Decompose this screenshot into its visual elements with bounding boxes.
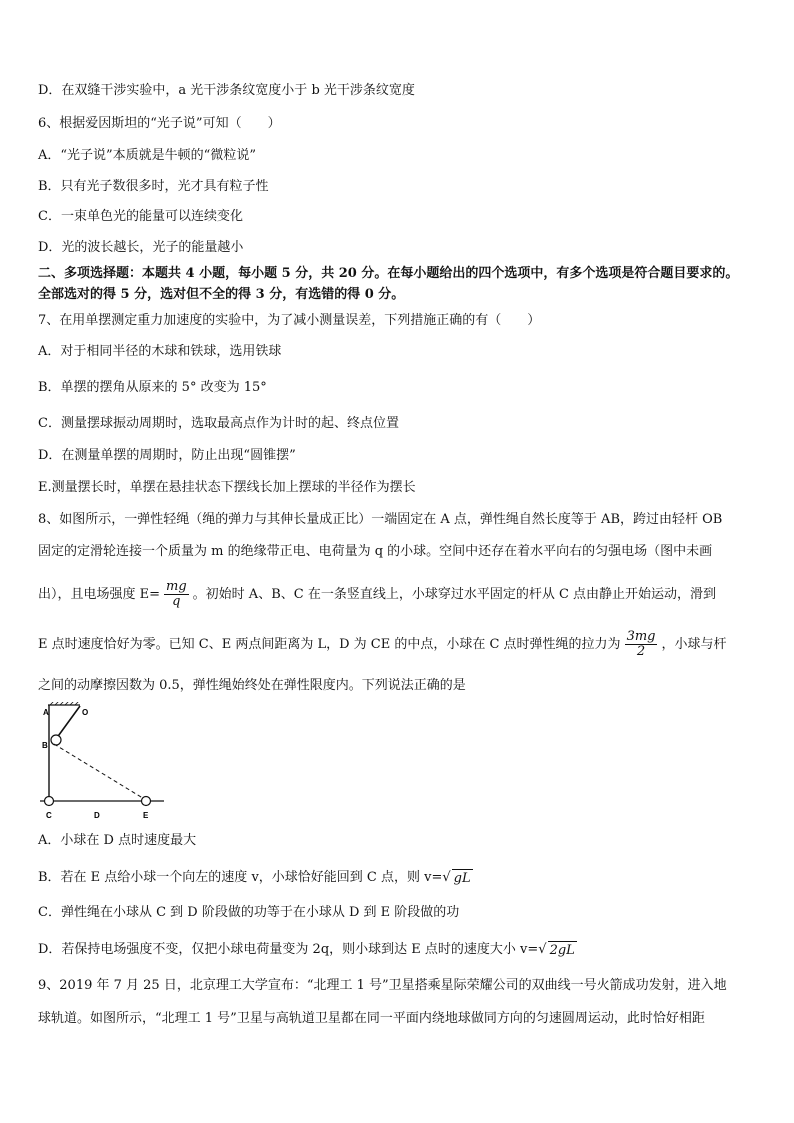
question-8-line-3-end: 。初始时 A、B、C 在一条竖直线上，小球穿过水平固定的杆从 C 点由静止开始运动，滑到 [192,587,717,602]
fraction-numerator: mg [166,579,187,594]
option-7d: D．在测量单摆的周期时，防止出现“圆锥摆” [38,448,296,463]
question-8-line-4-start: E 点时速度恰好为零。已知 C、E 两点间距离为 L，D 为 CE 的中点，小球在 C 点时弹性绳的拉力为 [38,637,621,652]
question-8-line-5: 之间的动摩擦因数为 0.5，弹性绳始终处在弹性限度内。下列说法正确的是 [38,678,466,693]
question-8-line-4-end: ，小球与杆 [661,637,727,652]
option-7b: B．单摆的摆角从原来的 5° 改变为 15° [38,380,267,395]
question-9-line-1: 9、2019 年 7 月 25 日，北京理工大学宣布：“北理工 1 号”卫星搭乘星际荣耀公司的双曲线一号火箭成功发射，进入地 [38,978,727,993]
question-8-line-4 [38,630,727,659]
option-7c: C．测量摆球振动周期时，选取最高点作为计时的起、终点位置 [38,416,399,431]
ball-at-c [45,797,54,806]
option-7a: A．对于相同半径的木球和铁球，选用铁球 [38,344,282,359]
label-e: E [143,811,149,820]
fraction-denominator: 2 [636,644,646,659]
ball-at-e [142,797,151,806]
question-8-line-1: 8、如图所示，一弹性轻绳（绳的弹力与其伸长量成正比）一端固定在 A 点，弹性绳自然长度等于 AB，跨过由轻杆 OB [38,512,723,527]
option-6d: D．光的波长越长，光子的能量越小 [38,240,244,255]
option-8a: A．小球在 D 点时速度最大 [38,833,197,848]
field-strength-fraction [164,580,189,609]
question-7: 7、在用单摆测定重力加速度的实验中，为了减小测量误差，下列措施正确的有（ ） [38,313,541,328]
pendulum-rod-figure [36,702,171,822]
radical-sign: √ [538,942,547,957]
question-6: 6、根据爱因斯坦的“光子说”可知（ ） [38,116,281,131]
pulley [51,735,61,745]
sqrt-radicand: 2gL [549,943,575,958]
label-b: B [42,741,48,750]
option-6b: B．只有光子数很多时，光才具有粒子性 [38,179,269,194]
question-8-line-3 [38,580,716,609]
option-8d [38,940,577,959]
option-8c: C．弹性绳在小球从 C 到 D 阶段做的功等于在小球从 D 到 E 阶段做的功 [38,905,460,920]
question-8-line-2: 固定的定滑轮连接一个质量为 m 的绝缘带正电、电荷量为 q 的小球。空间中还存在着水平向右的匀强电场（图中未画 [38,544,713,559]
label-c: C [46,811,52,820]
sqrt-radicand: gL [453,871,471,886]
label-o: O [82,708,89,717]
tension-fraction [625,630,658,659]
label-d: D [94,811,100,820]
rod-ob [56,706,80,739]
fraction-denominator: q [172,594,181,609]
radical-sign: √ [442,870,451,885]
option-6c: C．一束单色光的能量可以连续变化 [38,209,243,224]
section-2-scoring: 全部选对的得 5 分，选对但不全的得 3 分，有选错的得 0 分。 [38,287,405,302]
option-8d-text: D．若保持电场强度不变，仅把小球电荷量变为 2q，则小球到达 E 点时的速度大小 v= [38,942,539,957]
fraction-numerator: 3mg [626,629,656,644]
option-6a: A．“光子说”本质就是牛顿的“微粒说” [38,148,256,163]
option-8b [38,868,473,887]
option-7e: E.测量摆长时，单摆在悬挂状态下摆线长加上摆球的半径作为摆长 [38,480,416,495]
option-8b-text: B．若在 E 点给小球一个向左的速度 v，小球恰好能回到 C 点，则 v= [38,870,443,885]
section-2-heading: 二、多项选择题：本题共 4 小题，每小题 5 分，共 20 分。在每小题给出的四个选项中，有多个选项是符合题目要求的。 [38,266,739,281]
label-a: A [43,708,49,717]
option-5d: D．在双缝干涉实验中，a 光干涉条纹宽度小于 b 光干涉条纹宽度 [38,83,415,98]
dashed-rope [54,744,146,800]
question-8-line-3-start: 出），且电场强度 E= [38,587,161,602]
question-9-line-2: 球轨道。如图所示，“北理工 1 号”卫星与高轨道卫星都在同一平面内绕地球做同方向的匀速圆周运动，此时恰好相距 [38,1011,705,1026]
